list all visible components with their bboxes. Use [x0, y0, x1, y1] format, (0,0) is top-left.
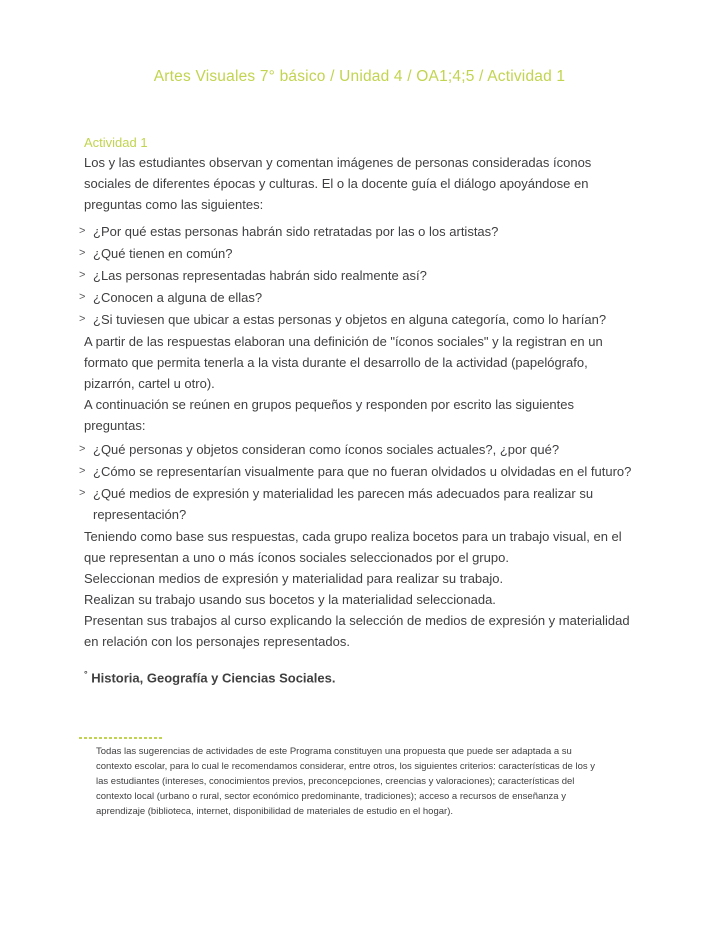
list-item — [79, 243, 635, 264]
list-item — [79, 439, 635, 460]
question-text: ¿Qué tienen en común? — [93, 246, 233, 261]
footnote — [84, 737, 635, 819]
bullet-marker: > — [79, 443, 86, 455]
bullet-marker: > — [79, 225, 86, 237]
list-item — [79, 221, 635, 242]
footnote-text: Todas las sugerencias de actividades de este Programa constituyen una propuesta que puede ser adaptada a su contexto escolar, para lo cual le recomendamos considerar, entre otros, los siguientes criterios: características de los y las estudiantes (intereses, conocimientos previos, preconcepciones, creencias y valoraciones); características del contexto local (urbano o rural, sector económico predominante, tradiciones); acceso a recursos de enseñanza y aprendizaje (biblioteca, internet, disponibilidad de materiales de estudio en el hogar). — [96, 746, 595, 818]
definition-paragraph: A partir de las respuestas elaboran una definición de "íconos sociales" y la registran en un formato que permita tenerla a la vista durante el desarrollo de la actividad (papelógrafo, pizarrón, cartel u otro). — [84, 334, 603, 391]
groups-paragraph: A continuación se reúnen en grupos pequeños y responden por escrito las siguientes preguntas: — [84, 397, 574, 433]
present-paragraph: Presentan sus trabajos al curso explicando la selección de medios de expresión y materialidad en relación con los personajes representados. — [84, 613, 630, 649]
list-item — [79, 309, 635, 330]
intro-paragraph: Los y las estudiantes observan y comentan imágenes de personas consideradas íconos sociales de diferentes épocas y culturas. El o la docente guía el diálogo apoyándose en preguntas como las siguientes: — [84, 155, 592, 212]
cross-reference-marker: ° — [84, 669, 88, 679]
bullet-marker: > — [79, 291, 86, 303]
question-text: ¿Qué personas y objetos consideran como íconos sociales actuales?, ¿por qué? — [93, 442, 560, 457]
select-paragraph: Seleccionan medios de expresión y materialidad para realizar su trabajo. — [84, 571, 504, 586]
bullet-marker: > — [79, 487, 86, 499]
footnote-divider — [79, 737, 164, 739]
list-item — [79, 483, 635, 525]
list-item — [79, 461, 635, 482]
question-list-1 — [79, 221, 635, 330]
cross-reference-text: Historia, Geografía y Ciencias Sociales. — [91, 670, 336, 686]
bullet-marker: > — [79, 269, 86, 281]
page-title: Artes Visuales 7° básico / Unidad 4 / OA1;4;5 / Actividad 1 — [153, 68, 566, 85]
question-text: ¿Si tuviesen que ubicar a estas personas y objetos en alguna categoría, como lo harían? — [93, 312, 607, 327]
question-list-2 — [79, 439, 635, 525]
cross-reference — [84, 664, 635, 688]
list-item — [79, 265, 635, 286]
sketches-paragraph: Teniendo como base sus respuestas, cada grupo realiza bocetos para un trabajo visual, en el que representan a uno o más íconos sociales seleccionados por el grupo. — [84, 529, 622, 565]
question-text: ¿Cómo se representarían visualmente para que no fueran olvidados u olvidadas en el futuro? — [93, 464, 632, 479]
question-text: ¿Conocen a alguna de ellas? — [93, 290, 263, 305]
activity-heading: Actividad 1 — [84, 135, 148, 150]
list-item — [79, 287, 635, 308]
bullet-marker: > — [79, 247, 86, 259]
question-text: ¿Las personas representadas habrán sido realmente así? — [93, 268, 427, 283]
bullet-marker: > — [79, 313, 86, 325]
question-text: ¿Por qué estas personas habrán sido retratadas por las o los artistas? — [93, 224, 499, 239]
question-text: ¿Qué medios de expresión y materialidad les parecen más adecuados para realizar su representación? — [93, 486, 594, 522]
bullet-marker: > — [79, 465, 86, 477]
make-paragraph: Realizan su trabajo usando sus bocetos y la materialidad seleccionada. — [84, 592, 496, 607]
